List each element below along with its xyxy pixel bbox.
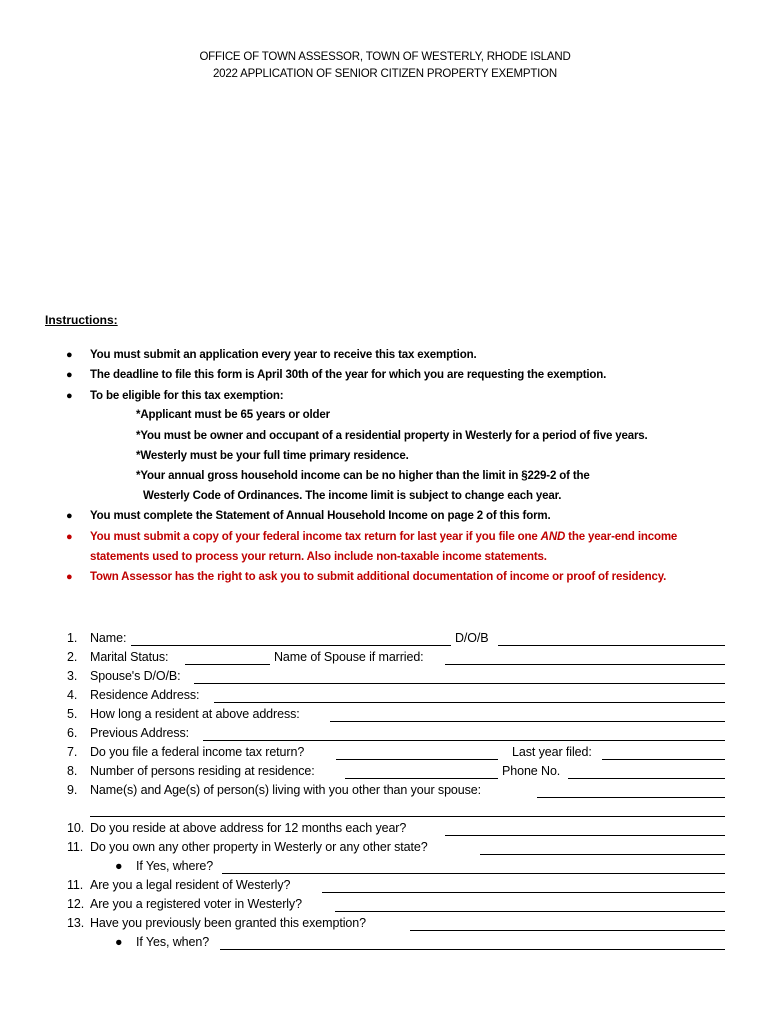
residence-address-field[interactable] xyxy=(214,702,725,703)
q-label: Do you file a federal income tax return? xyxy=(90,745,305,759)
q-label: Are you a registered voter in Westerly? xyxy=(90,897,302,911)
q-number: 4. xyxy=(67,688,78,702)
q-number: 5. xyxy=(67,707,78,721)
household-members-field-2[interactable] xyxy=(90,816,725,817)
instruction-6: Town Assessor has the right to ask you to submit additional documentation of income or proof of residency. xyxy=(90,571,667,583)
other-property-where-field[interactable] xyxy=(222,873,725,874)
bullet-icon: ● xyxy=(66,571,73,583)
instruction-5b: the year-end income xyxy=(565,531,678,543)
question-12 xyxy=(67,876,290,894)
bullet-icon: ● xyxy=(66,390,73,402)
instruction-4: You must complete the Statement of Annual Household Income on page 2 of this form. xyxy=(90,510,551,522)
question-5 xyxy=(67,705,300,723)
q-label: Residence Address: xyxy=(90,688,200,702)
q-number: 10. xyxy=(67,821,85,835)
phone-label: Phone No. xyxy=(502,764,561,778)
q-number: 3. xyxy=(67,669,78,683)
previous-exemption-field[interactable] xyxy=(410,930,725,931)
marital-status-field[interactable] xyxy=(185,664,270,665)
q-label: Previous Address: xyxy=(90,726,190,740)
q-number: 11. xyxy=(67,840,84,854)
bullet-icon: ● xyxy=(115,859,123,873)
other-property-field[interactable] xyxy=(480,854,725,855)
q-number: 9. xyxy=(67,783,78,797)
q-number: 2. xyxy=(67,650,78,664)
q-number: 12. xyxy=(67,897,85,911)
header-line-1: OFFICE OF TOWN ASSESSOR, TOWN OF WESTERLY, RHODE ISLAND xyxy=(199,51,571,63)
registered-voter-field[interactable] xyxy=(335,911,725,912)
dob-label: D/O/B xyxy=(455,631,489,645)
q-label: Do you own any other property in Westerly or any other state? xyxy=(90,840,428,854)
previous-exemption-when-label: If Yes, when? xyxy=(136,935,210,949)
q-label: Name(s) and Age(s) of person(s) living with you other than your spouse: xyxy=(90,783,482,797)
name-field[interactable] xyxy=(131,645,451,646)
instructions-title: Instructions: xyxy=(45,313,118,327)
reside-12-months-field[interactable] xyxy=(445,835,725,836)
q-label: Name: xyxy=(90,631,127,645)
legal-resident-field[interactable] xyxy=(322,892,725,893)
last-year-filed-label: Last year filed: xyxy=(512,745,592,759)
last-year-filed-field[interactable] xyxy=(602,759,725,760)
question-1 xyxy=(67,629,126,647)
instruction-1: You must submit an application every year to receive this tax exemption. xyxy=(90,349,477,361)
question-14 xyxy=(67,914,366,932)
q-number: 7. xyxy=(67,745,78,759)
spouse-dob-field[interactable] xyxy=(194,683,725,684)
q-number: 13. xyxy=(67,916,85,930)
spouse-name-field[interactable] xyxy=(445,664,725,665)
residence-duration-field[interactable] xyxy=(330,721,725,722)
eligibility-1: *Applicant must be 65 years or older xyxy=(136,409,330,421)
other-property-where-label: If Yes, where? xyxy=(136,859,214,873)
question-10 xyxy=(67,819,406,837)
persons-residing-field[interactable] xyxy=(345,778,498,779)
previous-exemption-when-field[interactable] xyxy=(220,949,725,950)
bullet-icon: ● xyxy=(115,935,123,949)
header-line-2: 2022 APPLICATION OF SENIOR CITIZEN PROPERTY EXEMPTION xyxy=(212,68,558,80)
question-9 xyxy=(67,781,481,799)
eligibility-4a: *Your annual gross household income can be no higher than the limit in §229-2 of the xyxy=(136,470,590,482)
question-6 xyxy=(67,724,189,742)
tax-return-field[interactable] xyxy=(336,759,498,760)
question-4 xyxy=(67,686,199,704)
instruction-5c: statements used to process your return. Also include non-taxable income statements. xyxy=(90,551,547,563)
q-label: Have you previously been granted this exemption? xyxy=(90,916,366,930)
document-header xyxy=(0,49,770,83)
q-label: Spouse's D/O/B: xyxy=(90,669,181,683)
bullet-icon: ● xyxy=(66,510,73,522)
instruction-2: The deadline to file this form is April 30th of the year for which you are requesting the exemption. xyxy=(90,369,607,381)
q-label: Number of persons residing at residence: xyxy=(90,764,315,778)
previous-address-field[interactable] xyxy=(203,740,725,741)
q-number: 8. xyxy=(67,764,78,778)
instruction-5 xyxy=(90,527,677,547)
bullet-icon: ● xyxy=(66,531,73,543)
spouse-name-label: Name of Spouse if married: xyxy=(274,650,424,664)
dob-field[interactable] xyxy=(498,645,725,646)
eligibility-4b: Westerly Code of Ordinances. The income limit is subject to change each year. xyxy=(143,490,562,502)
q-label: Do you reside at above address for 12 months each year? xyxy=(90,821,407,835)
bullet-icon: ● xyxy=(66,349,73,361)
q-number: 11. xyxy=(67,878,84,892)
instruction-5-and: AND xyxy=(540,531,566,543)
eligibility-3: *Westerly must be your full time primary residence. xyxy=(136,450,409,462)
q-label: Are you a legal resident of Westerly? xyxy=(90,878,291,892)
bullet-icon: ● xyxy=(66,369,73,381)
question-8 xyxy=(67,762,315,780)
q-number: 6. xyxy=(67,726,78,740)
question-2 xyxy=(67,648,168,666)
instruction-3: To be eligible for this tax exemption: xyxy=(90,390,284,402)
q-label: How long a resident at above address: xyxy=(90,707,300,721)
question-3 xyxy=(67,667,181,685)
question-11 xyxy=(67,838,428,856)
eligibility-2: *You must be owner and occupant of a residential property in Westerly for a period of five years. xyxy=(136,430,648,442)
household-members-field[interactable] xyxy=(537,797,725,798)
question-7 xyxy=(67,743,304,761)
q-number: 1. xyxy=(67,631,78,645)
question-13 xyxy=(67,895,302,913)
instruction-5a: You must submit a copy of your federal income tax return for last year if you file one xyxy=(90,531,541,543)
phone-field[interactable] xyxy=(568,778,725,779)
q-label: Marital Status: xyxy=(90,650,169,664)
